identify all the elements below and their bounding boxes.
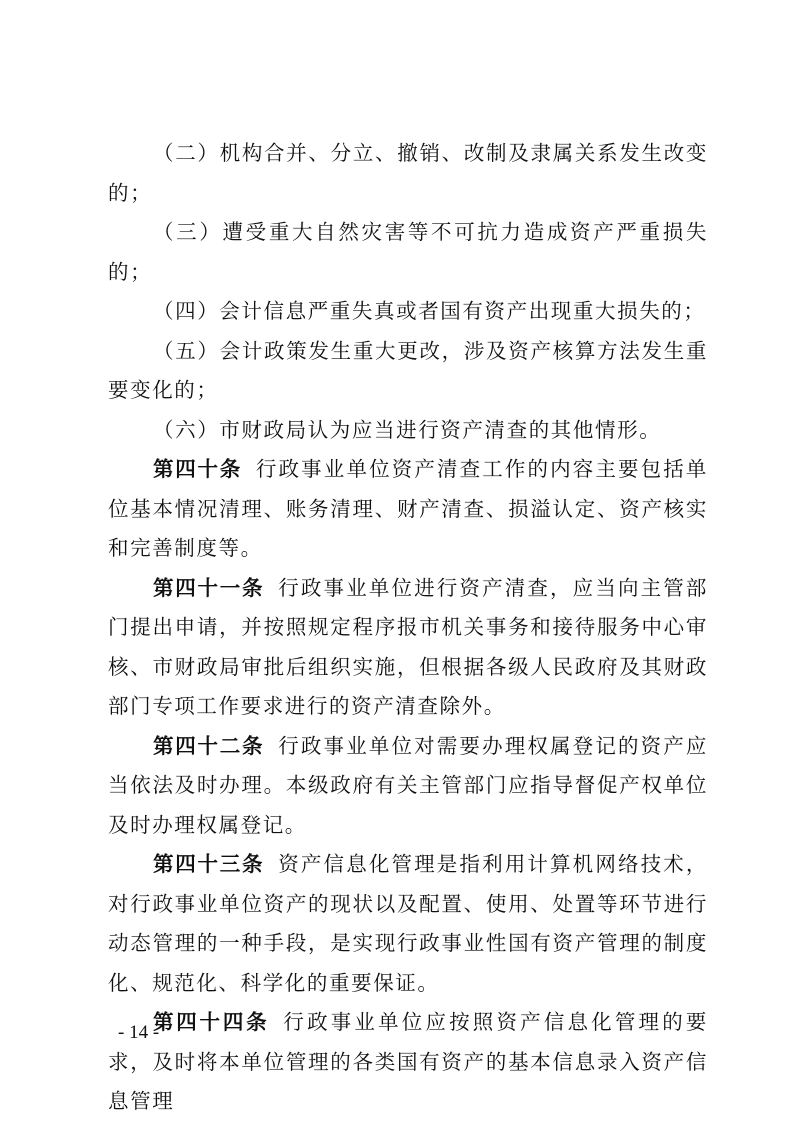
article-text: 行政事业单位对需要办理权属登记的资产应当依法及时办理。本级政府有关主管部门应指导督促产权单位及时办理权属登记。 — [108, 733, 709, 837]
article-label: 第四十二条 — [153, 733, 265, 758]
article-label: 第四十四条 — [153, 1010, 270, 1034]
article-44 — [108, 1003, 708, 1122]
article-text: 行政事业单位应按照资产信息化管理的要求，及时将本单位管理的各类国有资产的基本信息录入资产信息管理 — [108, 1010, 708, 1113]
list-item: （二）机构合并、分立、撤销、改制及隶属关系发生改变的； — [108, 141, 708, 205]
article-text: 行政事业单位进行资产清查，应当向主管部门提出申请，并按照规定程序报市机关事务和接待服务中心审核、市财政局审批后组织实施，但根据各级人民政府及其财政部门专项工作要求进行的资产清查除外。 — [108, 575, 709, 718]
list-item: （六）市财政局认为应当进行资产清查的其他情形。 — [153, 417, 662, 442]
page-number: - 14 - — [118, 1022, 160, 1043]
article-label: 第四十三条 — [153, 852, 265, 876]
article-label: 第四十条 — [153, 457, 242, 481]
article-42 — [108, 727, 708, 846]
article-text: 资产信息化管理是指利用计算机网络技术，对行政事业单位资产的现状以及配置、使用、处置等环节进行动态管理的一种手段，是实现行政事业性国有资产管理的制度化、规范化、科学化的重要保证。 — [108, 852, 709, 995]
article-label: 第四十一条 — [153, 575, 265, 600]
list-item: （四）会计信息严重失真或者国有资产出现重大损失的； — [153, 299, 706, 323]
article-41 — [108, 569, 708, 727]
list-item: （五）会计政策发生重大更改，涉及资产核算方法发生重要变化的； — [108, 338, 708, 402]
article-43 — [108, 845, 708, 1003]
list-item: （三）遭受重大自然灾害等不可抗力造成资产严重损失的； — [108, 220, 708, 284]
page-body — [108, 134, 708, 1122]
article-40 — [108, 450, 708, 569]
article-text: 行政事业单位资产清查工作的内容主要包括单位基本情况清理、账务清理、财产清查、损溢认定、资产核实和完善制度等。 — [108, 457, 708, 560]
